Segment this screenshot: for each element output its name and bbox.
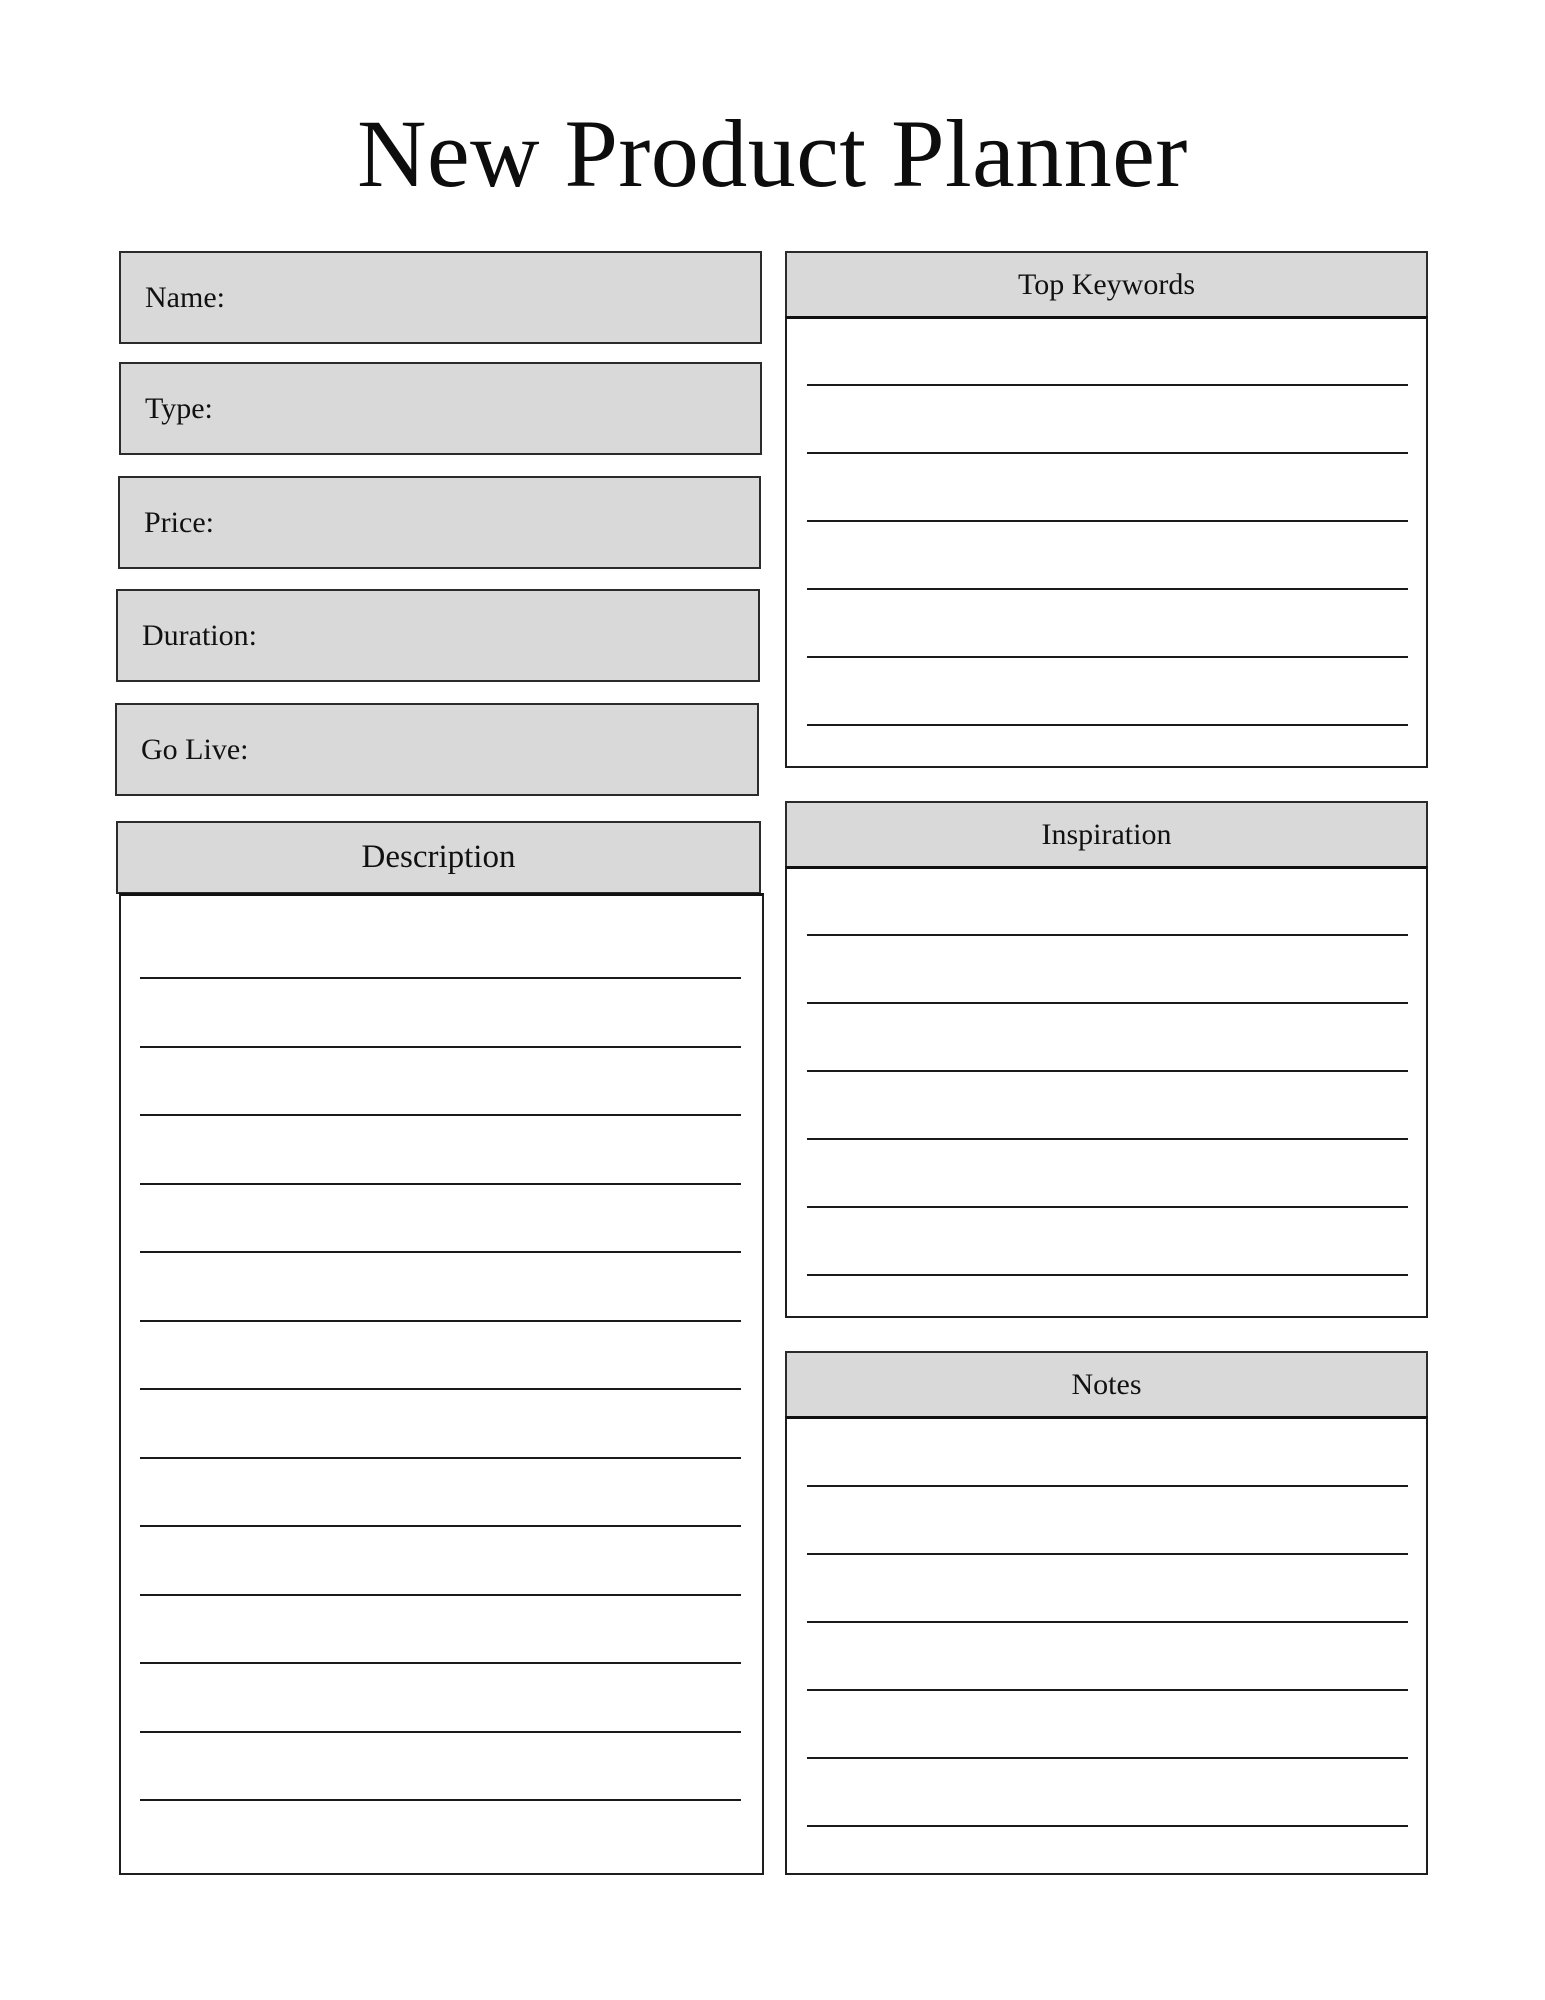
top-keywords-header: [785, 251, 1428, 318]
description-title: Description: [361, 839, 516, 875]
inspiration-rule-line: [807, 934, 1408, 936]
notes-rule-line: [807, 1757, 1408, 1759]
description-rule-line: [140, 1731, 741, 1733]
inspiration-rule-line: [807, 1070, 1408, 1072]
top-keywords-rule-line: [807, 656, 1408, 658]
notes-rule-line: [807, 1621, 1408, 1623]
description-rule-line: [140, 1457, 741, 1459]
notes-rule-line: [807, 1553, 1408, 1555]
description-rule-line: [140, 1114, 741, 1116]
price-field[interactable]: [118, 476, 761, 569]
notes-rule-line: [807, 1485, 1408, 1487]
notes-header: [785, 1351, 1428, 1419]
description-rule-line: [140, 977, 741, 979]
duration-label: Duration:: [142, 618, 257, 652]
inspiration-rule-line: [807, 1274, 1408, 1276]
inspiration-header: [785, 801, 1428, 868]
inspiration-rule-line: [807, 1206, 1408, 1208]
top-keywords-rule-line: [807, 520, 1408, 522]
top-keywords-rule-line: [807, 588, 1408, 590]
top-keywords-rule-line: [807, 384, 1408, 386]
top-keywords-rule-line: [807, 452, 1408, 454]
price-label: Price:: [144, 505, 214, 539]
description-rule-line: [140, 1594, 741, 1596]
page-title: New Product Planner: [357, 100, 1188, 207]
type-field[interactable]: [119, 362, 762, 455]
notes-title: Notes: [1071, 1368, 1142, 1401]
top-keywords-rule-line: [807, 724, 1408, 726]
top-keywords-title: Top Keywords: [1017, 267, 1196, 301]
description-rule-line: [140, 1251, 741, 1253]
go-live-label: Go Live:: [141, 732, 249, 766]
inspiration-rule-line: [807, 1002, 1408, 1004]
name-label: Name:: [145, 280, 225, 314]
duration-field[interactable]: [116, 589, 760, 682]
inspiration-rule-line: [807, 1138, 1408, 1140]
description-rule-line: [140, 1525, 741, 1527]
description-rule-line: [140, 1799, 741, 1801]
description-header: [116, 821, 761, 894]
notes-rule-line: [807, 1689, 1408, 1691]
description-rule-line: [140, 1046, 741, 1048]
name-field[interactable]: [119, 251, 762, 344]
description-rule-line: [140, 1388, 741, 1390]
go-live-field[interactable]: [115, 703, 759, 796]
description-rule-line: [140, 1183, 741, 1185]
description-rule-line: [140, 1320, 741, 1322]
type-label: Type:: [145, 391, 213, 425]
notes-rule-line: [807, 1825, 1408, 1827]
description-rule-line: [140, 1662, 741, 1664]
description-writing-area[interactable]: [119, 893, 764, 1875]
inspiration-title: Inspiration: [1041, 817, 1172, 851]
